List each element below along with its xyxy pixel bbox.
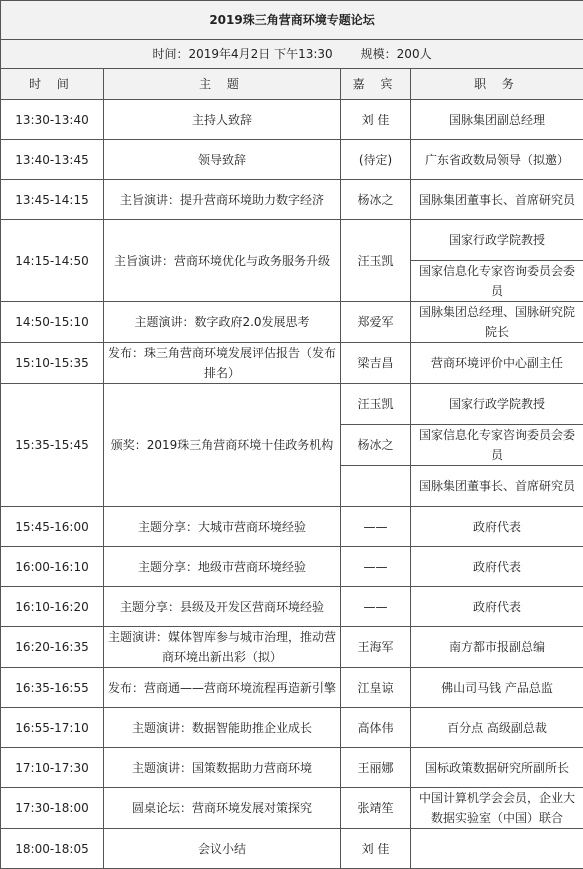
row-position: 南方都市报副总编 bbox=[411, 627, 583, 668]
row-topic: 主题演讲：数据智能助推企业成长 bbox=[104, 708, 341, 748]
row-position: 广东省政数局领导（拟邀） bbox=[411, 140, 583, 180]
row-guest: —— bbox=[341, 507, 411, 547]
row-guest: —— bbox=[341, 587, 411, 627]
row-position: 政府代表 bbox=[411, 587, 583, 627]
row-time: 14:15-14:50 bbox=[1, 220, 104, 302]
row-time: 15:10-15:35 bbox=[1, 343, 104, 384]
table-row bbox=[1, 708, 583, 748]
table-row bbox=[1, 748, 583, 788]
info-row bbox=[1, 40, 583, 69]
row-position: 国家信息化专家咨询委员会委员 bbox=[411, 425, 583, 466]
row-topic: 发布：珠三角营商环境发展评估报告（发布排名） bbox=[104, 343, 341, 384]
row-time: 13:40-13:45 bbox=[1, 140, 104, 180]
table-row bbox=[1, 587, 583, 627]
forum-title: 2019珠三角营商环境专题论坛 bbox=[1, 1, 583, 40]
row-guest: 汪玉凯 bbox=[341, 384, 411, 425]
row-topic: 主题分享：县级及开发区营商环境经验 bbox=[104, 587, 341, 627]
row-guest: 梁吉昌 bbox=[341, 343, 411, 384]
row-topic: 领导致辞 bbox=[104, 140, 341, 180]
header-position: 职 务 bbox=[411, 69, 583, 100]
row-topic: 主题演讲：国策数据助力营商环境 bbox=[104, 748, 341, 788]
row-time: 13:30-13:40 bbox=[1, 100, 104, 140]
row-position: 国家信息化专家咨询委员会委员 bbox=[411, 261, 583, 302]
row-position: 国脉集团董事长、首席研究员 bbox=[411, 180, 583, 220]
row-time: 14:50-15:10 bbox=[1, 302, 104, 343]
row-position: 国脉集团总经理、国脉研究院院长 bbox=[411, 302, 583, 343]
row-position: 佛山司马钱 产品总监 bbox=[411, 668, 583, 708]
row-position bbox=[411, 829, 583, 869]
row-time: 13:45-14:15 bbox=[1, 180, 104, 220]
table-row bbox=[1, 829, 583, 869]
table-row bbox=[1, 180, 583, 220]
table-row bbox=[1, 384, 583, 425]
row-guest: 刘 佳 bbox=[341, 100, 411, 140]
row-guest: 杨冰之 bbox=[341, 425, 411, 466]
row-topic: 主题演讲：数字政府2.0发展思考 bbox=[104, 302, 341, 343]
header-time: 时 间 bbox=[1, 69, 104, 100]
row-guest: 杨冰之 bbox=[341, 180, 411, 220]
row-guest: 王丽娜 bbox=[341, 748, 411, 788]
row-guest: 高体伟 bbox=[341, 708, 411, 748]
header-guest: 嘉 宾 bbox=[341, 69, 411, 100]
row-position: 国家行政学院教授 bbox=[411, 220, 583, 261]
row-position: 百分点 高级副总裁 bbox=[411, 708, 583, 748]
table-row bbox=[1, 100, 583, 140]
row-time: 17:30-18:00 bbox=[1, 788, 104, 829]
table-row bbox=[1, 507, 583, 547]
table-row bbox=[1, 140, 583, 180]
row-time: 15:45-16:00 bbox=[1, 507, 104, 547]
row-guest bbox=[341, 466, 411, 507]
row-topic: 主持人致辞 bbox=[104, 100, 341, 140]
row-topic: 发布：营商通——营商环境流程再造新引擎 bbox=[104, 668, 341, 708]
row-position: 国脉集团副总经理 bbox=[411, 100, 583, 140]
row-topic: 主旨演讲：提升营商环境助力数字经济 bbox=[104, 180, 341, 220]
row-position: 国标政策数据研究所副所长 bbox=[411, 748, 583, 788]
row-guest: 汪玉凯 bbox=[341, 220, 411, 302]
row-topic: 主题分享：大城市营商环境经验 bbox=[104, 507, 341, 547]
row-time: 15:35-15:45 bbox=[1, 384, 104, 507]
row-position: 政府代表 bbox=[411, 507, 583, 547]
table-row bbox=[1, 788, 583, 829]
row-time: 16:10-16:20 bbox=[1, 587, 104, 627]
row-guest: 王海军 bbox=[341, 627, 411, 668]
row-topic: 主题演讲：媒体智库参与城市治理，推动营商环境出新出彩（拟） bbox=[104, 627, 341, 668]
table-row bbox=[1, 343, 583, 384]
row-guest: (待定) bbox=[341, 140, 411, 180]
row-guest: 刘 佳 bbox=[341, 829, 411, 869]
table-row bbox=[1, 547, 583, 587]
row-topic: 颁奖：2019珠三角营商环境十佳政务机构 bbox=[104, 384, 341, 507]
row-position: 国家行政学院教授 bbox=[411, 384, 583, 425]
title-row bbox=[1, 1, 583, 40]
row-time: 16:00-16:10 bbox=[1, 547, 104, 587]
row-topic: 会议小结 bbox=[104, 829, 341, 869]
header-topic: 主 题 bbox=[104, 69, 341, 100]
row-position: 中国计算机学会会员，企业大数据实验室（中国）联合 bbox=[411, 788, 583, 829]
row-topic: 主题分享：地级市营商环境经验 bbox=[104, 547, 341, 587]
row-guest: 江皇谅 bbox=[341, 668, 411, 708]
row-guest: 郑爱军 bbox=[341, 302, 411, 343]
forum-scale: 规模：200人 bbox=[361, 47, 432, 61]
row-time: 17:10-17:30 bbox=[1, 748, 104, 788]
table-row bbox=[1, 220, 583, 261]
row-position: 营商环境评价中心副主任 bbox=[411, 343, 583, 384]
table-row bbox=[1, 627, 583, 668]
row-time: 16:55-17:10 bbox=[1, 708, 104, 748]
forum-time: 时间：2019年4月2日 下午13:30 bbox=[152, 47, 332, 61]
forum-info bbox=[1, 40, 583, 69]
row-time: 16:20-16:35 bbox=[1, 627, 104, 668]
header-row bbox=[1, 69, 583, 100]
row-position: 国脉集团董事长、首席研究员 bbox=[411, 466, 583, 507]
row-topic: 圆桌论坛：营商环境发展对策探究 bbox=[104, 788, 341, 829]
row-time: 18:00-18:05 bbox=[1, 829, 104, 869]
table-row bbox=[1, 302, 583, 343]
row-position: 政府代表 bbox=[411, 547, 583, 587]
row-topic: 主旨演讲：营商环境优化与政务服务升级 bbox=[104, 220, 341, 302]
row-guest: 张靖笙 bbox=[341, 788, 411, 829]
row-guest: —— bbox=[341, 547, 411, 587]
row-time: 16:35-16:55 bbox=[1, 668, 104, 708]
table-row bbox=[1, 668, 583, 708]
